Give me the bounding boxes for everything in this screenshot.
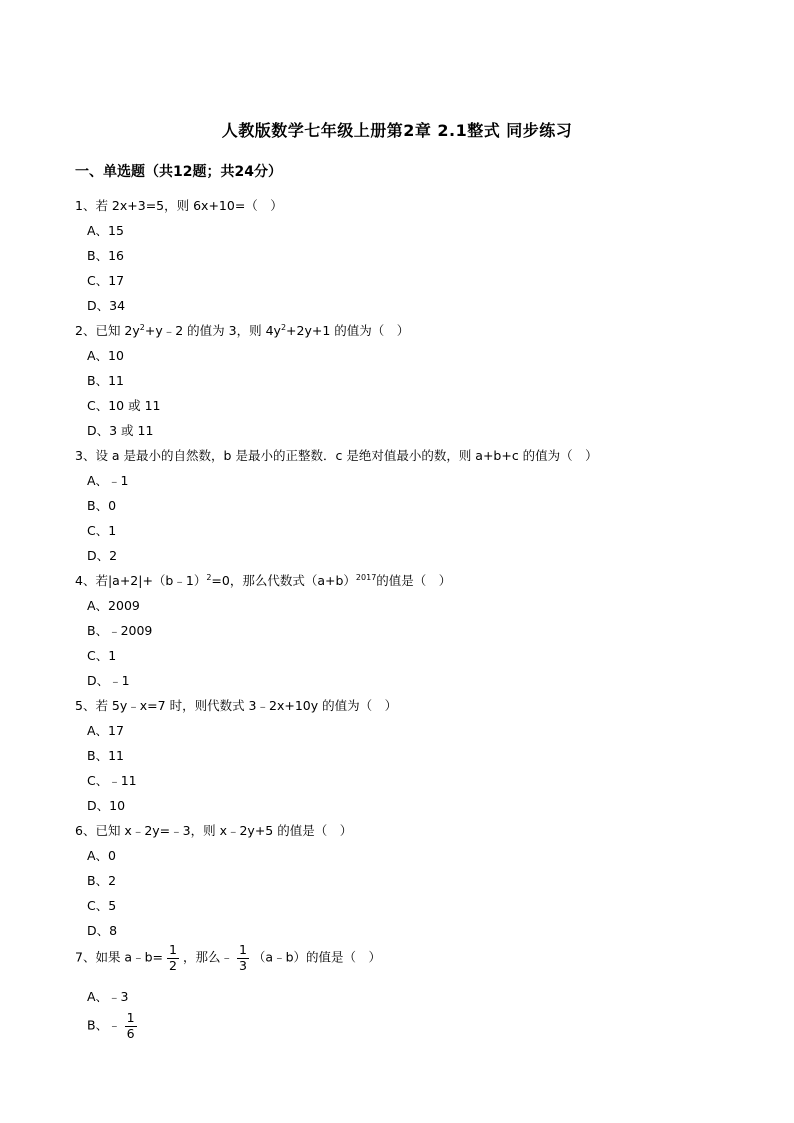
question-2-text-b: +y﹣2 的值为 3，则 4y (144, 323, 281, 338)
question-1: 1、若 2x+3=5，则 6x+10=（ ） (75, 198, 283, 213)
question-2-text-c: +2y+1 的值为（ ） (286, 323, 410, 338)
question-4-exponent-2: 2017 (355, 572, 377, 582)
question-4-option-c: C、1 (87, 648, 117, 663)
section-heading: 一、单选题（共12题；共24分） (75, 164, 282, 180)
question-7-option-a: A、﹣3 (87, 989, 129, 1004)
fraction-numerator: 1 (238, 942, 247, 957)
question-7 (75, 944, 381, 972)
question-1-option-a: A、15 (87, 223, 124, 238)
question-2-text-a: 2、已知 2y (75, 323, 140, 338)
question-7-option-b-prefix: B、﹣ (87, 1017, 121, 1033)
question-4-text-b: =0，那么代数式（a+b） (211, 573, 356, 588)
question-6-option-b: B、2 (87, 873, 117, 888)
question-7-option-b-fraction (125, 1012, 137, 1040)
question-2-option-b: B、11 (87, 373, 124, 388)
question-7-fraction-2 (237, 944, 249, 972)
question-7-option-b (87, 1012, 141, 1040)
question-6-option-a: A、0 (87, 848, 117, 863)
question-6-option-c: C、5 (87, 898, 117, 913)
question-2-option-a: A、10 (87, 348, 124, 363)
question-3-option-a: A、﹣1 (87, 473, 129, 488)
question-4-option-d: D、﹣1 (87, 673, 130, 688)
question-4-exponent-1: 2 (206, 572, 212, 582)
question-5-option-b: B、11 (87, 748, 124, 763)
fraction-numerator: 1 (169, 942, 177, 957)
question-2 (75, 321, 409, 339)
question-6-option-d: D、8 (87, 923, 118, 938)
question-4-text-a: 4、若|a+2|+（b﹣1） (75, 573, 207, 588)
fraction-numerator: 1 (126, 1010, 135, 1025)
question-7-text-a: 7、如果 a﹣b= (75, 949, 163, 965)
question-2-exponent-1: 2 (139, 322, 145, 332)
question-7-text-c: （a﹣b）的值是（ ） (252, 949, 382, 965)
fraction-denominator: 2 (169, 957, 177, 973)
question-5-option-d: D、10 (87, 798, 126, 813)
question-7-text-b: ，那么﹣ (182, 949, 233, 965)
fraction-denominator: 6 (126, 1025, 135, 1041)
question-1-option-b: B、16 (87, 248, 124, 263)
document-title: 人教版数学七年级上册第2章 2.1整式 同步练习 (221, 121, 573, 140)
question-2-exponent-2: 2 (280, 322, 287, 332)
question-1-option-d: D、34 (87, 298, 126, 313)
fraction-denominator: 3 (238, 957, 247, 973)
question-4 (75, 571, 451, 589)
question-5-option-a: A、17 (87, 723, 124, 738)
question-1-option-c: C、17 (87, 273, 125, 288)
question-6: 6、已知 x﹣2y=﹣3，则 x﹣2y+5 的值是（ ） (75, 823, 353, 838)
question-3-option-c: C、1 (87, 523, 117, 538)
question-5-option-c: C、﹣11 (87, 773, 137, 788)
question-4-option-a: A、2009 (87, 598, 140, 613)
question-3-option-d: D、2 (87, 548, 118, 563)
question-4-option-b: B、﹣2009 (87, 623, 153, 638)
question-2-option-d: D、3 或 11 (87, 423, 154, 438)
question-2-option-c: C、10 或 11 (87, 398, 161, 413)
question-5: 5、若 5y﹣x=7 时，则代数式 3﹣2x+10y 的值为（ ） (75, 698, 398, 713)
question-4-text-c: 的值是（ ） (376, 573, 452, 588)
question-3-option-b: B、0 (87, 498, 117, 513)
question-7-fraction-1 (167, 944, 179, 972)
question-3: 3、设 a 是最小的自然数，b 是最小的正整数．c 是绝对值最小的数，则 a+b+c 的值为（ ） (75, 448, 598, 463)
